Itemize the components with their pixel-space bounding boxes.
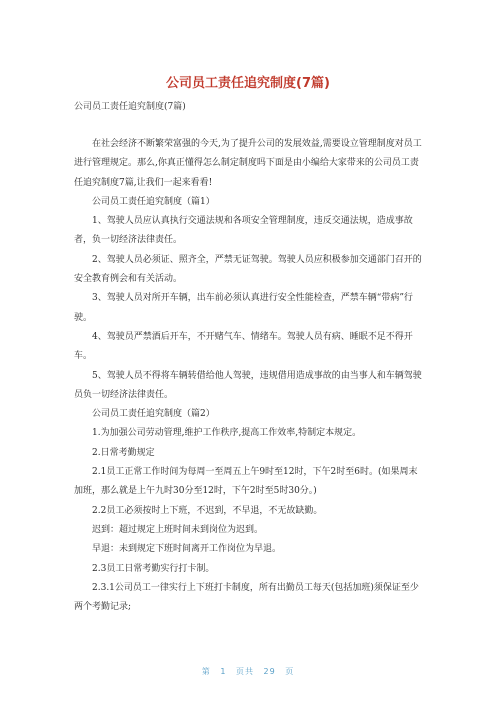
paragraph: 2.日常考勤规定 bbox=[92, 447, 155, 458]
paragraph: 早退：未到规定下班时间离开工作岗位为早退。 bbox=[92, 544, 282, 555]
section-heading-1: 公司员工责任追究制度（篇1） bbox=[92, 196, 215, 207]
paragraph: 迟到：超过规定上班时间未到岗位为迟到。 bbox=[92, 524, 264, 535]
paragraph: 4、驾驶员严禁酒后开车，不开赌气车、情绪车。驾驶人员有病、睡眠不足不得开车。 bbox=[74, 331, 413, 362]
footer-label-end: 页 bbox=[285, 667, 295, 676]
page-footer bbox=[0, 666, 496, 677]
footer-label-of: 页共 bbox=[235, 667, 254, 676]
document-body bbox=[74, 135, 424, 617]
paragraph: 1、驾驶人员应认真执行交通法规和各项安全管理制度，违反交通法规，造成事故者，负一切经济法律责任。 bbox=[74, 216, 413, 246]
paragraph: 2.3员工日常考勤实行打卡制。 bbox=[92, 563, 215, 574]
document-title: 公司员工责任追究制度(7篇) bbox=[166, 76, 330, 91]
paragraph-intro: 在社会经济不断繁荣富强的今天,为了提升公司的发展效益,需要设立管理制度对员工进行管理规定。那么,你真正懂得怎么制定制度吗下面是由小编给大家带来的公司员工责任追究制度7篇,让我们一起来看看! bbox=[74, 139, 422, 188]
document-subtitle: 公司员工责任追究制度(7篇) bbox=[74, 102, 186, 112]
paragraph: 5、驾驶人员不得将车辆转借给他人驾驶，违规借用造成事故的由当事人和车辆驾驶员负一切经济法律责任。 bbox=[74, 370, 422, 400]
paragraph: 2.2员工必须按时上下班，不迟到，不早退，不无故缺勤。 bbox=[92, 505, 323, 516]
section-heading-2: 公司员工责任追究制度（篇2） bbox=[92, 409, 215, 420]
paragraph: 2、驾驶人员必须证、照齐全，严禁无证驾驶。驾驶人员应积极参加交通部门召开的安全教育例会和有关活动。 bbox=[74, 254, 422, 285]
paragraph: 1.为加强公司劳动管理,维护工作秩序,提高工作效率,特制定本规定。 bbox=[92, 428, 362, 439]
footer-total-pages: 29 bbox=[263, 667, 276, 676]
footer-label-page: 第 bbox=[201, 667, 211, 676]
paragraph: 2.3.1公司员工一律实行上下班打卡制度，所有出勤员工每天(包括加班)须保证至少两个考勤记录; bbox=[74, 582, 419, 613]
paragraph: 3、驾驶人员对所开车辆，出车前必须认真进行安全性能检查，严禁车辆“带病”行驶。 bbox=[74, 293, 413, 323]
paragraph: 2.1员工正常工作时间为每周一至周五上午9时至12时，下午2时至6时。(如果周末加班，那么就是上午九时30分至12时，下午2时至5时30分。) bbox=[74, 467, 418, 497]
footer-current-page: 1 bbox=[220, 667, 227, 676]
